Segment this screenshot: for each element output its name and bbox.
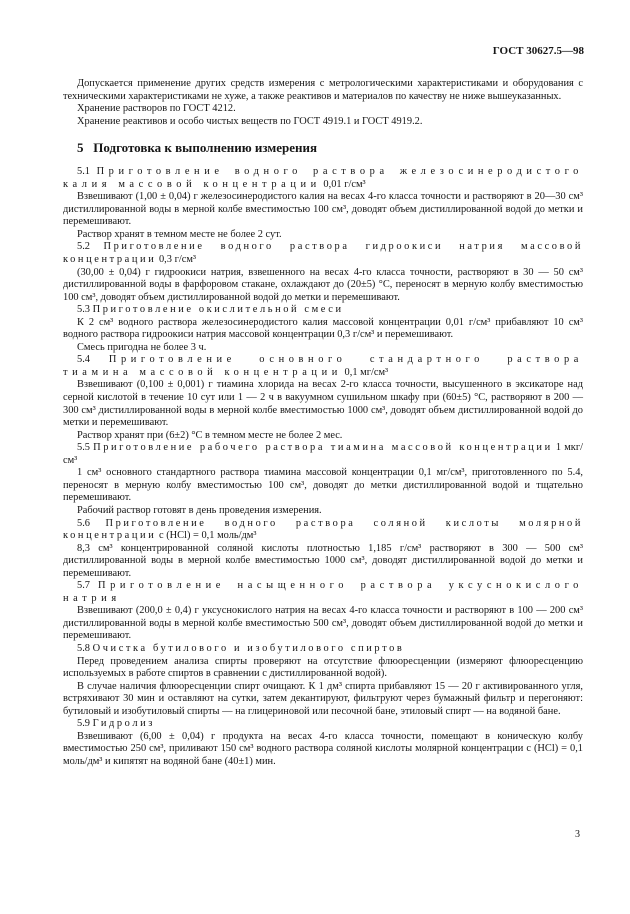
- paragraph: В случае наличия флюоресценции спирт очищают. К 1 дм³ спирта прибавляют 15 — 20 г активированного угля, встряхивают 30 мин и оставляют на сутки, затем декантируют, фильтруют через бумажный фильтр и перегоняют: бутиловый и изобутиловый спирты — на глицериновой или песочной бане, этиловый спирт — на водяной бане.: [63, 680, 583, 717]
- subsection-number: 5.4: [77, 354, 90, 366]
- section-title: Подготовка к выполнению измерения: [93, 140, 318, 156]
- subsection-number: 5.7: [77, 580, 90, 592]
- subsection-number: 5.8: [77, 642, 90, 654]
- paragraph: Взвешивают (1,00 ± 0,04) г железосинеродистого калия на весах 4-го класса точности и растворяют в 20—30 см³ дистиллированной воды в мерной колбе вместимостью 100 см³, доводят объем дистиллированной водой до метки и перемешивают.: [63, 191, 583, 228]
- paragraph: Перед проведением анализа спирты проверяют на отсутствие флюоресценции (измеряют флюоресценцию используемых в работе спиртов в сравнении с дистиллированной водой).: [63, 655, 583, 680]
- subsection-number: 5.5: [77, 442, 90, 454]
- page-number: 3: [575, 829, 580, 840]
- subsection-title: Приготовление основного стандартного раствора тиамина массовой концентрации: [63, 354, 583, 378]
- subsection-heading: [63, 354, 583, 379]
- subsection-number: 5.6: [77, 517, 90, 529]
- subsection-title: Приготовление водного раствора гидроокиси натрия массовой концентрации: [63, 241, 583, 266]
- subsection-number: 5.1: [77, 166, 90, 178]
- subsection-value: 0,01 г/см³: [323, 178, 366, 190]
- subsection-title: Очистка бутилового и изобутилового спиртов: [92, 642, 405, 654]
- section-number: 5: [77, 140, 84, 156]
- subsection-title: Приготовление окислительной смеси: [92, 304, 344, 316]
- document-code-header: ГОСТ 30627.5—98: [492, 45, 584, 57]
- paragraph: К 2 см³ водного раствора железосинеродистого калия массовой концентрации 0,01 г/см³ прибавляют 10 см³ водного раствора гидроокиси натрия массовой концентрации 0,3 г/см³ и перемешивают.: [63, 316, 583, 341]
- section-heading: [77, 140, 583, 156]
- paragraph: Раствор хранят в темном месте не более 2 сут.: [77, 228, 282, 240]
- subsection-heading: [63, 718, 583, 731]
- subsection-value: 0,1 мг/см³: [344, 366, 389, 378]
- paragraph: 1 см³ основного стандартного раствора тиамина массовой концентрации 0,1 мг/см³, приготовленного по 5.4, переносят в мерную колбу вместимостью 100 см³, доводят до метки дистиллированной водой и тщательно перемешивают.: [63, 467, 583, 504]
- subsection-number: 5.2: [77, 241, 90, 253]
- subsection-title: Приготовление водного раствора железосинеродистого калия массовой концентрации: [63, 166, 583, 190]
- subsection-title: Приготовление рабочего раствора тиамина массовой концентрации: [93, 442, 553, 454]
- subsection-title: Приготовление водного раствора соляной кислоты молярной концентрации: [63, 517, 583, 542]
- paragraph: (30,00 ± 0,04) г гидроокиси натрия, взвешенного на весах 4-го класса точности, растворяют в 30 — 50 см³ дистиллированной воды в фарфоровом стакане, охлаждают до (20±5) °С, переносят в мерную колбу вместимостью 100 см³, доводят объем дистиллированной водой до метки и перемешивают.: [63, 266, 583, 303]
- intro-paragraph: Хранение растворов по ГОСТ 4212.: [77, 103, 236, 115]
- subsection-heading: [63, 580, 583, 605]
- paragraph: Рабочий раствор готовят в день проведения измерения.: [77, 504, 322, 516]
- subsection-heading: [63, 241, 583, 266]
- paragraph: Взвешивают (0,100 ± 0,001) г тиамина хлорида на весах 2-го класса точности, высушенного в эксикаторе над серной кислотой в течение 10 сут или 1 — 2 ч в вакуумном сушильном шкафу при (60±5) °С, растворяют в 200 — 300 см³ дистиллированной воды в мерной колбе вместимостью 1000 см³, доводят объем дистиллированной водой до метки и перемешивают.: [63, 379, 583, 429]
- intro-paragraph: Допускается применение других средств измерения с метрологическими характеристиками и оборудования с техническими характеристиками не хуже, а также реактивов и материалов по качеству не ниже вышеуказанных.: [63, 78, 583, 102]
- subsection-heading: [63, 643, 583, 656]
- page-content: [63, 78, 583, 768]
- subsection-number: 5.3: [77, 304, 90, 316]
- intro-paragraph: Хранение реактивов и особо чистых веществ по ГОСТ 4919.1 и ГОСТ 4919.2.: [77, 115, 423, 127]
- paragraph: Раствор хранят при (6±2) °С в темном месте не более 2 мес.: [77, 429, 343, 441]
- subsection-value: 0,3 г/см³: [158, 254, 197, 266]
- subsection-title: Гидролиз: [92, 718, 155, 730]
- subsection-title: Приготовление насыщенного раствора уксуснокислого натрия: [63, 580, 583, 604]
- subsection-value: c (HCl) = 0,1 моль/дм³: [158, 530, 257, 542]
- paragraph: Взвешивают (200,0 ± 0,4) г уксуснокислого натрия на весах 4-го класса точности и растворяют в 100 — 200 см³ дистиллированной воды в мерной колбе вместимостью 500 см³, доводят объем дистиллированной водой до метки и перемешивают.: [63, 605, 583, 642]
- paragraph: 8,3 см³ концентрированной соляной кислоты плотностью 1,185 г/см³ растворяют в 300 — 500 см³ дистиллированной воды в мерной колбе вместимостью 1000 см³, доводят дистиллированной водой до метки и перемешивают.: [63, 542, 583, 579]
- subsection-number: 5.9: [77, 718, 90, 730]
- subsection-value: 1 мкг/см³: [63, 442, 583, 466]
- subsection-heading: [63, 442, 583, 467]
- subsection-heading: [63, 166, 583, 191]
- paragraph: Смесь пригодна не более 3 ч.: [77, 341, 207, 353]
- subsection-heading: [63, 518, 583, 543]
- subsection-heading: [63, 304, 583, 317]
- paragraph: Взвешивают (6,00 ± 0,04) г продукта на весах 4-го класса точности, помещают в коническую колбу вместимостью 250 см³, приливают 150 см³ водного раствора соляной кислоты молярной концентрации c (HCl) = 0,1 моль/дм³ и кипятят на водяной бане (40±1) мин.: [63, 730, 583, 767]
